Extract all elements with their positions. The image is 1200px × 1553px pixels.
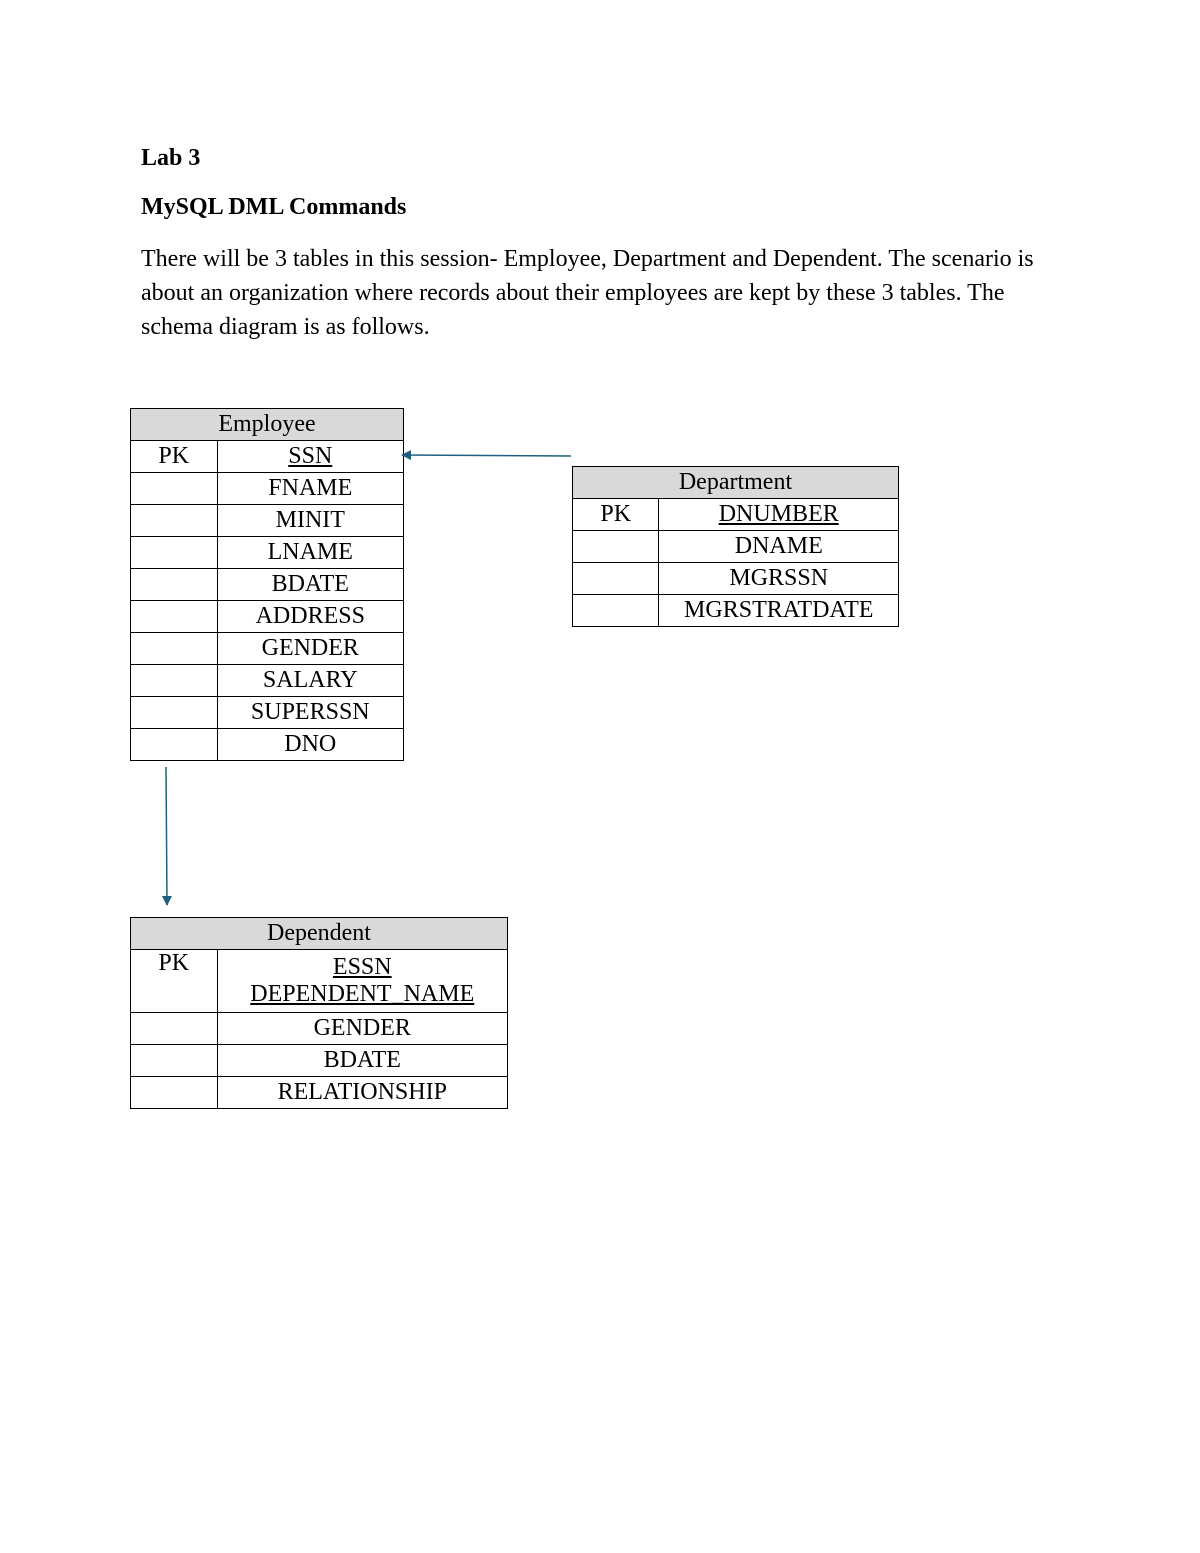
department-column: MGRSSN — [659, 563, 899, 595]
dependent-pk-column: DEPENDENT_NAME — [250, 981, 475, 1007]
employee-column: BDATE — [217, 569, 403, 601]
dependent-table — [130, 917, 508, 1109]
dependent-column: RELATIONSHIP — [217, 1077, 507, 1109]
empty-pk-cell — [131, 1045, 218, 1077]
empty-pk-cell — [131, 1013, 218, 1045]
empty-pk-cell — [131, 601, 218, 633]
employee-table-name: Employee — [131, 409, 404, 441]
dependent-pk-label: PK — [131, 950, 218, 1013]
empty-pk-cell — [131, 729, 218, 761]
employee-column: FNAME — [217, 473, 403, 505]
department-column: DNAME — [659, 531, 899, 563]
dependent-table-name: Dependent — [131, 918, 508, 950]
department-table — [572, 466, 899, 627]
employee-column: SALARY — [217, 665, 403, 697]
dependent-column: GENDER — [217, 1013, 507, 1045]
empty-pk-cell — [573, 563, 659, 595]
employee-pk-column: SSN — [217, 441, 403, 473]
empty-pk-cell — [573, 595, 659, 627]
empty-pk-cell — [131, 473, 218, 505]
lab-subtitle: MySQL DML Commands — [141, 194, 407, 220]
employee-table — [130, 408, 404, 761]
employee-column: MINIT — [217, 505, 403, 537]
empty-pk-cell — [131, 569, 218, 601]
department-column: MGRSTRATDATE — [659, 595, 899, 627]
empty-pk-cell — [131, 1077, 218, 1109]
employee-column: SUPERSSN — [217, 697, 403, 729]
employee-column: LNAME — [217, 537, 403, 569]
dependent-pk-columns — [217, 950, 507, 1013]
employee-column: GENDER — [217, 633, 403, 665]
employee-to-dependent-arrow — [166, 767, 167, 905]
lab-title: Lab 3 — [141, 145, 201, 171]
employee-column: ADDRESS — [217, 601, 403, 633]
empty-pk-cell — [131, 665, 218, 697]
department-table-name: Department — [573, 467, 899, 499]
department-pk-label: PK — [573, 499, 659, 531]
empty-pk-cell — [131, 537, 218, 569]
empty-pk-cell — [131, 697, 218, 729]
department-pk-column: DNUMBER — [659, 499, 899, 531]
empty-pk-cell — [573, 531, 659, 563]
empty-pk-cell — [131, 633, 218, 665]
empty-pk-cell — [131, 505, 218, 537]
employee-pk-label: PK — [131, 441, 218, 473]
department-to-employee-arrow — [402, 455, 571, 456]
intro-paragraph: There will be 3 tables in this session- Employee, Department and Dependent. The scenario is about an organization where records about their employees are kept by these 3 tables. The schema diagram is as follows. — [141, 246, 1034, 340]
dependent-column: BDATE — [217, 1045, 507, 1077]
employee-column: DNO — [217, 729, 403, 761]
dependent-pk-column: ESSN — [332, 954, 392, 980]
